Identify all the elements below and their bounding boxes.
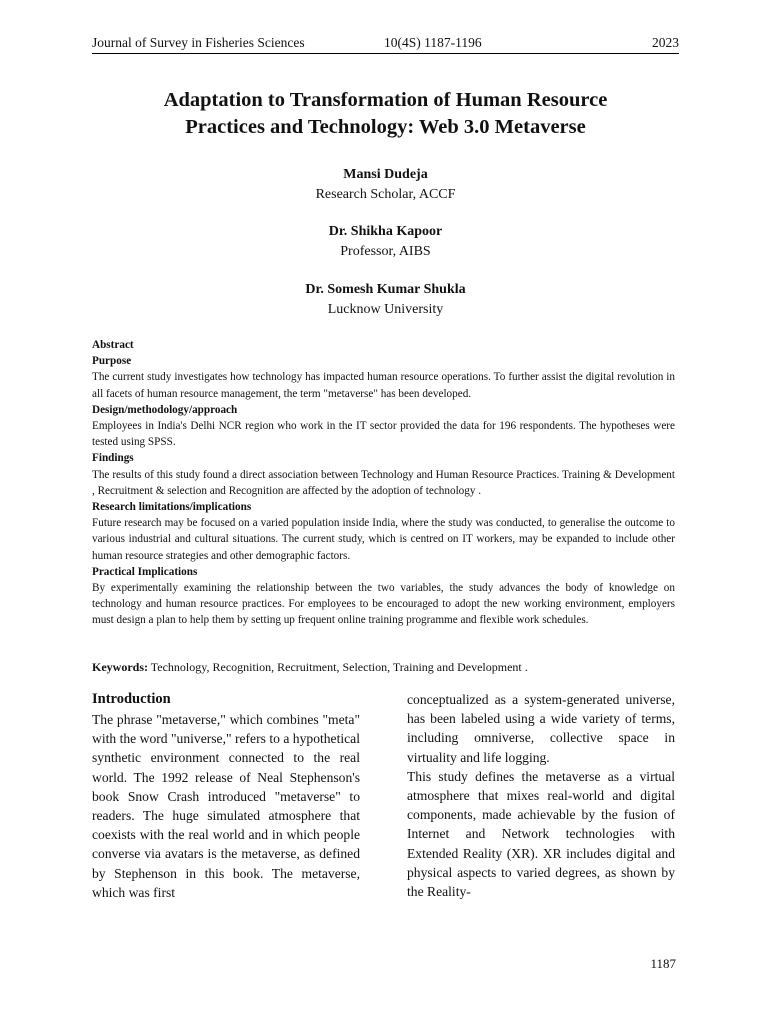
keywords-line <box>92 659 679 675</box>
purpose-text: The current study investigates how technology has impacted human resource operations. To further assist the digital revolution in all facets of human resource management, the term "metaverse" has been developed. <box>92 371 675 400</box>
practical-implications-heading: Practical Implications <box>92 565 198 578</box>
author-name: Mansi Dudeja <box>343 167 428 182</box>
findings-text: The results of this study found a direct association between Technology and Human Resource Practices. Training & Development , Recruitment & selection and Recognition are affected by the adoption of technology . <box>92 468 675 497</box>
title-line-2: Practices and Technology: Web 3.0 Metaverse <box>185 116 586 138</box>
paper-title <box>92 87 679 141</box>
author-affiliation: Research Scholar, ACCF <box>315 187 456 202</box>
author-affiliation: Professor, AIBS <box>340 244 431 259</box>
keywords-text: Technology, Recognition, Recruitment, Selection, Training and Development . <box>148 660 528 674</box>
abstract-section <box>92 337 675 629</box>
purpose-heading: Purpose <box>92 355 132 368</box>
body-paragraph: This study defines the metaverse as a virtual atmosphere that mixes real-world and digital components, made achievable by the fusion of Internet and Network technologies with Extended Reality (XR). XR includes digital and physical aspects to varied degrees, as shown by the Reality- <box>407 768 675 900</box>
publication-year: 2023 <box>652 35 679 50</box>
author-name: Dr. Somesh Kumar Shukla <box>305 282 466 297</box>
limitations-heading: Research limitations/implications <box>92 501 252 514</box>
findings-heading: Findings <box>92 452 134 465</box>
body-column-right <box>407 690 675 901</box>
author-affiliation: Lucknow University <box>327 302 444 317</box>
running-header <box>92 33 679 54</box>
volume-pages: 10(4S) 1187-1196 <box>384 35 482 50</box>
journal-name: Journal of Survey in Fisheries Sciences <box>92 35 305 50</box>
author-name: Dr. Shikha Kapoor <box>328 224 443 239</box>
introduction-heading: Introduction <box>92 691 171 707</box>
author-block-1 <box>92 165 679 205</box>
author-block-2 <box>92 222 679 262</box>
limitations-text: Future research may be focused on a varied population inside India, where the study was conducted, to generalise the outcome to various industrial and cultural situations. The current study, which is centred on IT workers, may be expanded to include other human resource strategies and other demographic factors. <box>92 517 675 562</box>
page-number: 1187 <box>650 956 676 971</box>
design-text: Employees in India's Delhi NCR region who work in the IT sector provided the data for 196 respondents. The hypotheses were tested using SPSS. <box>92 420 675 449</box>
body-paragraph: The phrase "metaverse," which combines "meta" with the word "universe," refers to a hypothetical synthetic environment connected to the real world. The 1992 release of Neal Stephenson's book Snow Crash introduced "metaverse" to readers. The huge simulated atmosphere that coexists with the real world and in which people converse via avatars is the metaverse, as defined by Stephenson in this book. The metaverse, which was first <box>92 712 360 900</box>
design-heading: Design/methodology/approach <box>92 403 238 416</box>
body-column-left <box>92 689 360 902</box>
keywords-label: Keywords: <box>92 660 148 674</box>
practical-implications-text: By experimentally examining the relationship between the two variables, the study advances the body of knowledge on technology and human resource practices. For employees to be encouraged to adopt the new working environment, employers must design a plan to help them by setting up frequent online training programme and flexible work schedules. <box>92 582 675 627</box>
abstract-heading: Abstract <box>92 339 134 351</box>
author-block-3 <box>92 280 679 320</box>
title-line-1: Adaptation to Transformation of Human Resource <box>163 89 608 111</box>
body-paragraph: conceptualized as a system-generated universe, has been labeled using a wide variety of terms, including omniverse, collective space in virtuality and life logging. <box>407 692 675 765</box>
